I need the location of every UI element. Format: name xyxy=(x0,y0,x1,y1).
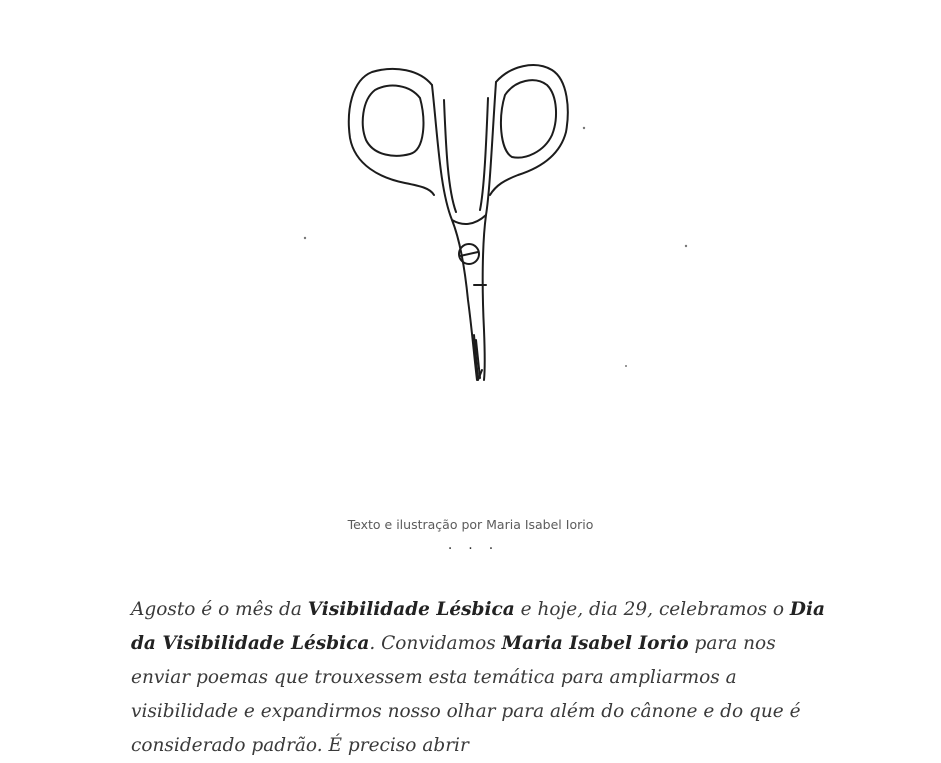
figure-caption: Texto e ilustração por Maria Isabel Iorio xyxy=(347,517,594,532)
article-text: Agosto é o mês da xyxy=(131,599,308,620)
article-intro-paragraph xyxy=(131,593,831,763)
article-text: e hoje, dia 29, celebramos o xyxy=(514,599,790,620)
article-bold-text: Visibilidade Lésbica xyxy=(307,599,515,620)
article-text: para nos enviar poemas que trouxessem esta temática para ampliarmos a visibilidade e expandirmos nosso olhar para além do cânone e do que é considerado padrão. É preciso abrir xyxy=(131,633,801,756)
article-bold-text: Dia da Visibilidade Lésbica xyxy=(131,599,825,654)
author-name: Maria Isabel Iorio xyxy=(501,633,689,654)
article-text: . Convidamos xyxy=(369,633,502,654)
section-separator: ... xyxy=(447,537,510,553)
